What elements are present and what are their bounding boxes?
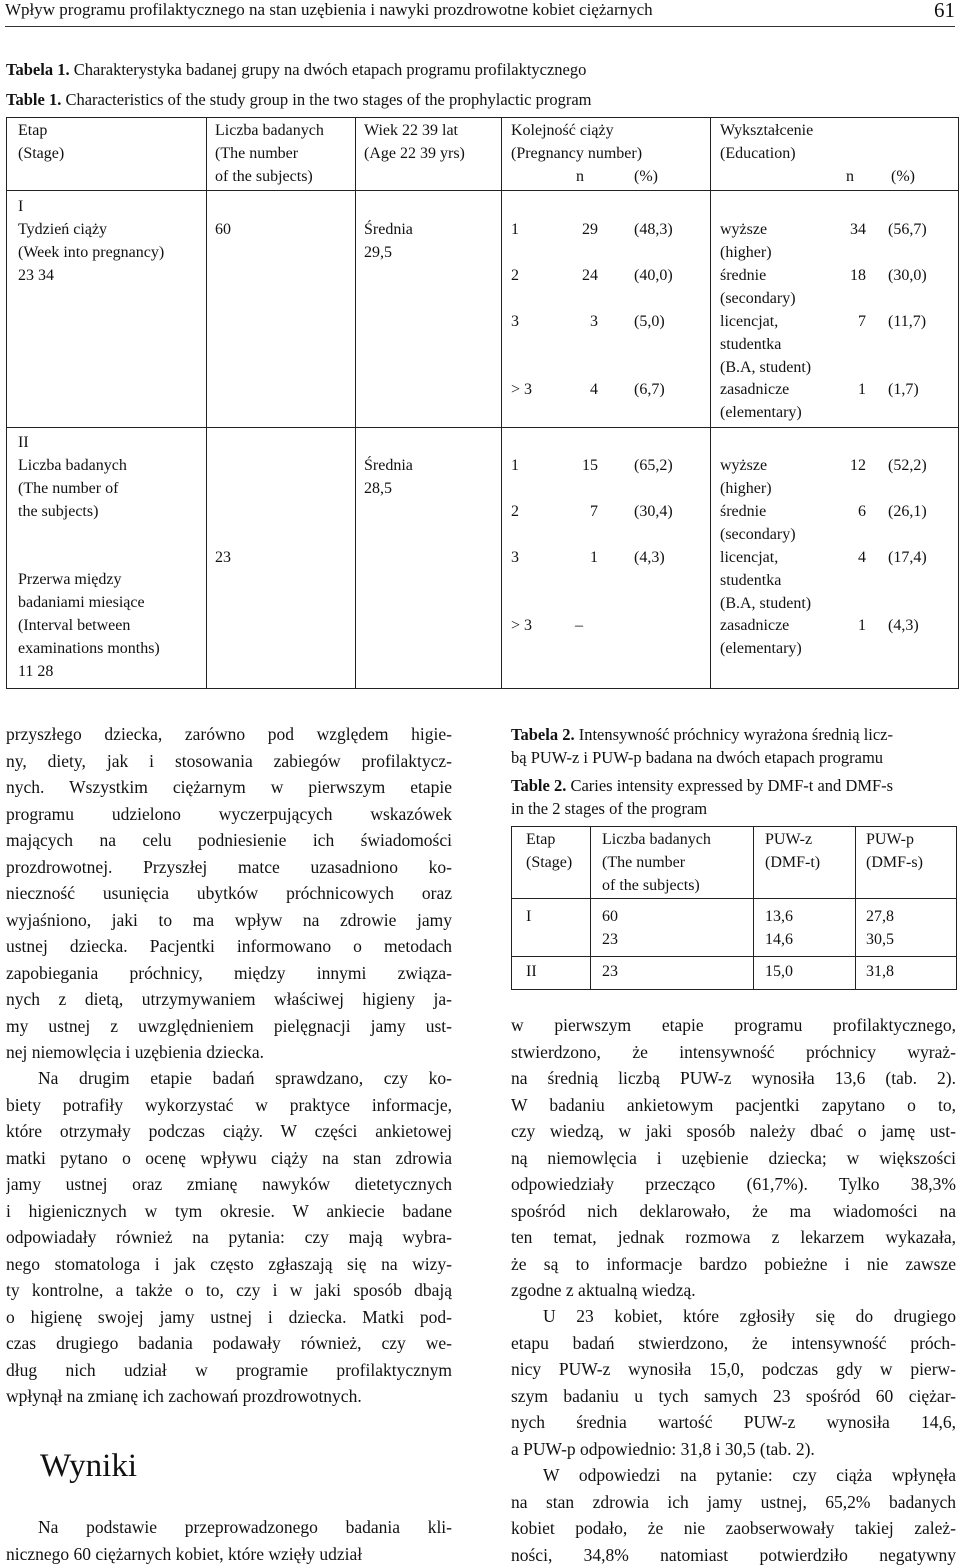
- t1-stage2-label: II Liczba badanych (The number of the subjects): [18, 434, 127, 520]
- t2-row2-liczba: 23: [602, 963, 618, 980]
- t2-head-etap: Etap (Stage): [526, 831, 573, 871]
- t1-s2-edu-p: (52,2): [888, 457, 927, 474]
- t2-head-puwp: PUW-p (DMF-s): [866, 831, 923, 871]
- t1-s2-edu-label: średnie (secondary): [720, 503, 796, 543]
- t1-s1-edu-n: 18: [850, 267, 866, 284]
- table2-caption-en: Table 2. Caries intensity expressed by DMF-t and DMF-s in the 2 stages of the program: [511, 776, 894, 818]
- t1-s1-preg-n: 4: [590, 381, 598, 398]
- t2-row1-puwz: 13,6 14,6: [765, 908, 793, 948]
- t1-head-liczba: Liczba badanych (The number of the subjects): [215, 122, 324, 185]
- t1-s2-preg-n: –: [575, 617, 583, 634]
- t1-s2-edu-p: (26,1): [888, 503, 927, 520]
- t1-head-preg-n: n: [576, 168, 584, 185]
- t1-s1-preg-n: 29: [582, 221, 598, 238]
- t1-head-wiek: Wiek 22 39 lat (Age 22 39 yrs): [364, 122, 465, 162]
- t1-s2-edu-p: (17,4): [888, 549, 927, 566]
- t1-s2-preg-p: (65,2): [634, 457, 673, 474]
- t1-s1-preg-p: (5,0): [634, 313, 665, 330]
- t1-stage2-count: 23: [215, 549, 231, 566]
- table1-caption-pl: Tabela 1. Charakterystyka badanej grupy na dwóch etapach programu profilaktycznego: [6, 60, 587, 79]
- t1-s2-edu-n: 6: [858, 503, 866, 520]
- table1-col-divider: [710, 117, 711, 688]
- t1-s1-edu-p: (30,0): [888, 267, 927, 284]
- t1-s2-preg-p: (4,3): [634, 549, 665, 566]
- running-header: [5, 0, 955, 24]
- t1-s2-edu-p: (4,3): [888, 617, 919, 634]
- t1-s1-preg-k: 2: [511, 267, 519, 284]
- t1-s2-preg-n: 15: [582, 457, 598, 474]
- t2-row1-liczba: 60 23: [602, 908, 618, 948]
- t1-s1-edu-label: wyższe (higher): [720, 221, 772, 261]
- t1-s1-preg-p: (48,3): [634, 221, 673, 238]
- table1-col-divider: [355, 117, 356, 688]
- t1-stage1-label: I Tydzień ciąży (Week into pregnancy) 23 34: [18, 198, 165, 284]
- table2-caption-pl: Tabela 2. Intensywność próchnicy wyrażona średnią licz- bą PUW-z i PUW-p badana na dwóch etapach programu: [511, 725, 894, 767]
- t2-row2-puwz: 15,0: [765, 963, 793, 980]
- t1-head-wyksztalcenie: Wykształcenie (Education): [720, 122, 814, 162]
- right-paragraph-2: U 23 kobiet, które zgłosiły się do drugiego etapu badań stwierdzono, że intensywność próch- nicy PUW-z wynosiła 15,0, podczas gdy w pierw- szym badaniu u tych samych 23 spośród 60 ciężar- nych średnia wartość PUW-z wynosiła 14,6, a PUW-p odpowiednio: 31,8 i 30,5 (tab. 2).: [511, 1306, 956, 1459]
- table1-row-divider: [6, 190, 958, 191]
- t1-s1-preg-k: 3: [511, 313, 519, 330]
- t1-s1-edu-n: 1: [858, 381, 866, 398]
- table1-col-divider: [206, 117, 207, 688]
- wyniki-paragraph: Na podstawie przeprowadzonego badania kli- nicznego 60 ciężarnych kobiet, które wzięły udział: [6, 1517, 452, 1564]
- t1-s2-preg-n: 7: [590, 503, 598, 520]
- t1-s1-preg-k: > 3: [511, 381, 533, 398]
- t2-row1-etap: I: [526, 908, 532, 925]
- t1-s2-edu-label: zasadnicze (elementary): [720, 617, 802, 657]
- t1-s2-preg-p: (30,4): [634, 503, 673, 520]
- section-heading-wyniki: Wyniki: [40, 1448, 138, 1484]
- t1-s2-preg-n: 1: [590, 549, 598, 566]
- t1-s1-edu-p: (56,7): [888, 221, 927, 238]
- t1-s1-edu-p: (11,7): [888, 313, 927, 330]
- table1-col-divider: [501, 117, 502, 688]
- t2-head-puwz: PUW-z (DMF-t): [765, 831, 821, 871]
- t1-s1-edu-label: średnie (secondary): [720, 267, 796, 307]
- t2-row2-puwp: 31,8: [866, 963, 894, 980]
- t1-s2-edu-label: licencjat, studentka (B.A, student): [720, 549, 812, 612]
- t1-s2-preg-k: 3: [511, 549, 519, 566]
- right-paragraph-3: W odpowiedzi na pytanie: czy ciąża wpłynęła na stan zdrowia ich jamy ustnej, 65,2% badanych kobiet podało, że nie zaobserwowały takiej zależ- ności, 34,8% natomiast potwierdziło negatywny: [511, 1465, 956, 1565]
- t1-s2-edu-label: wyższe (higher): [720, 457, 772, 497]
- t1-s1-preg-n: 3: [590, 313, 598, 330]
- t1-head-kolejnosc: Kolejność ciąży (Pregnancy number): [511, 122, 643, 162]
- t1-head-preg-pct: (%): [634, 168, 658, 185]
- left-paragraph-1: przyszłego dziecka, zarówno pod względem higie- ny, diety, jak i stosowania zabiegów profilaktycz- nych. Wszystkim ciężarnym w pierwszym etapie programu udzielono wyczerpujących wskazówek mających na celu podniesienie ich świadomości prozdrowotnej. Przyszłej matce uzasadniono ko- nieczność usunięcia ubytków próchnicowych oraz wyjaśniono, jaki to ma wpływ na zdrowie jamy ustnej dziecka. Pacjentki informowano o metodach zapobiegania próchnicy, między innymi związa- nych z dietą, utrzymywaniem właściwej higieny ja- my ustnej z uwzględnieniem pielęgnacji jamy ust- nej niemowlęcia i uzębienia dziecka.: [6, 724, 452, 1062]
- table2-col-divider: [855, 826, 856, 989]
- t1-s1-preg-k: 1: [511, 221, 519, 238]
- t1-head-edu-n: n: [846, 168, 854, 185]
- t1-stage2-age: Średnia 28,5: [364, 457, 413, 497]
- t2-row1-puwp: 27,8 30,5: [866, 908, 894, 948]
- running-title: Wpływ programu profilaktycznego na stan uzębienia i nawyki prozdrowotne kobiet ciężarnych: [5, 0, 653, 19]
- t1-stage2-interval: Przerwa między badaniami miesiące (Interval between examinations months) 11 28: [18, 571, 160, 680]
- table2-col-divider: [753, 826, 754, 989]
- t1-s1-edu-n: 34: [850, 221, 866, 238]
- t1-s1-edu-label: zasadnicze (elementary): [720, 381, 802, 421]
- table2-col-divider: [590, 826, 591, 989]
- page-number: 61: [934, 0, 955, 22]
- t1-stage1-count: 60: [215, 221, 231, 238]
- t1-s2-edu-n: 4: [858, 549, 866, 566]
- t1-s2-edu-n: 1: [858, 617, 866, 634]
- table1-caption-en: Table 1. Characteristics of the study group in the two stages of the prophylactic program: [6, 90, 592, 109]
- t1-stage1-age: Średnia 29,5: [364, 221, 413, 261]
- header-rule: [5, 26, 955, 27]
- t1-head-edu-pct: (%): [891, 168, 915, 185]
- table1-row-divider: [6, 427, 958, 428]
- t1-s1-preg-p: (6,7): [634, 381, 665, 398]
- left-paragraph-2: Na drugim etapie badań sprawdzano, czy ko- biety potrafiły wykorzystać w praktyce informacje, które otrzymały podczas ciąży. W części ankietowej matki pytano o ocenę wpływu ciąży na stan zdrowia jamy ustnej oraz zmianę nawyków dietetycznych i higienicznych w tym okresie. W ankiecie badane odpowiadały również na pytania: czy mają wybra- nego stomatologa i jak często zgłaszają się na wizy- ty kontrolne, a także o to, czy i w jaki sposób dbają o higienę swojej jamy ustnej i dziecka. Matki pod- czas drugiego badania podawały również, czy we- dług nich udział w programie profilaktycznym wpłynął na zmianę ich zachowań prozdrowotnych.: [6, 1068, 452, 1406]
- t1-s1-preg-p: (40,0): [634, 267, 673, 284]
- t1-s2-preg-k: 1: [511, 457, 519, 474]
- table2-row-divider: [511, 956, 956, 957]
- t1-s1-edu-p: (1,7): [888, 381, 919, 398]
- t1-s2-preg-k: > 3: [511, 617, 533, 634]
- t2-head-liczba: Liczba badanych (The number of the subjects): [602, 831, 711, 894]
- t1-s2-edu-n: 12: [850, 457, 866, 474]
- right-paragraph-1: w pierwszym etapie programu profilaktycznego, stwierdzono, że intensywność próchnicy wyraż- na średnią liczbą PUW-z wynosiła 13,6 (tab. 2). W badaniu ankietowym pacjentki zapytano o to, czy wiedzą, w jaki sposób należy dbać o jamę ust- ną niemowlęcia i uzębienie dziecka; w większości odpowiedziały przecząco (61,7%). Tylko 38,3% spośród nich deklarowało, że ma wiadomości na ten temat, jednak rozmowa z lekarzem wykazała, że są to informacje bardzo pobieżne i nie zawsze zgodne z aktualną wiedzą.: [511, 1015, 956, 1300]
- t1-s1-edu-n: 7: [858, 313, 866, 330]
- t1-s1-edu-label: licencjat, studentka (B.A, student): [720, 313, 812, 376]
- t2-row2-etap: II: [526, 963, 537, 980]
- table2-row-divider: [511, 898, 956, 899]
- t1-s1-preg-n: 24: [582, 267, 598, 284]
- t1-head-etap: Etap (Stage): [18, 122, 65, 162]
- t1-s2-preg-k: 2: [511, 503, 519, 520]
